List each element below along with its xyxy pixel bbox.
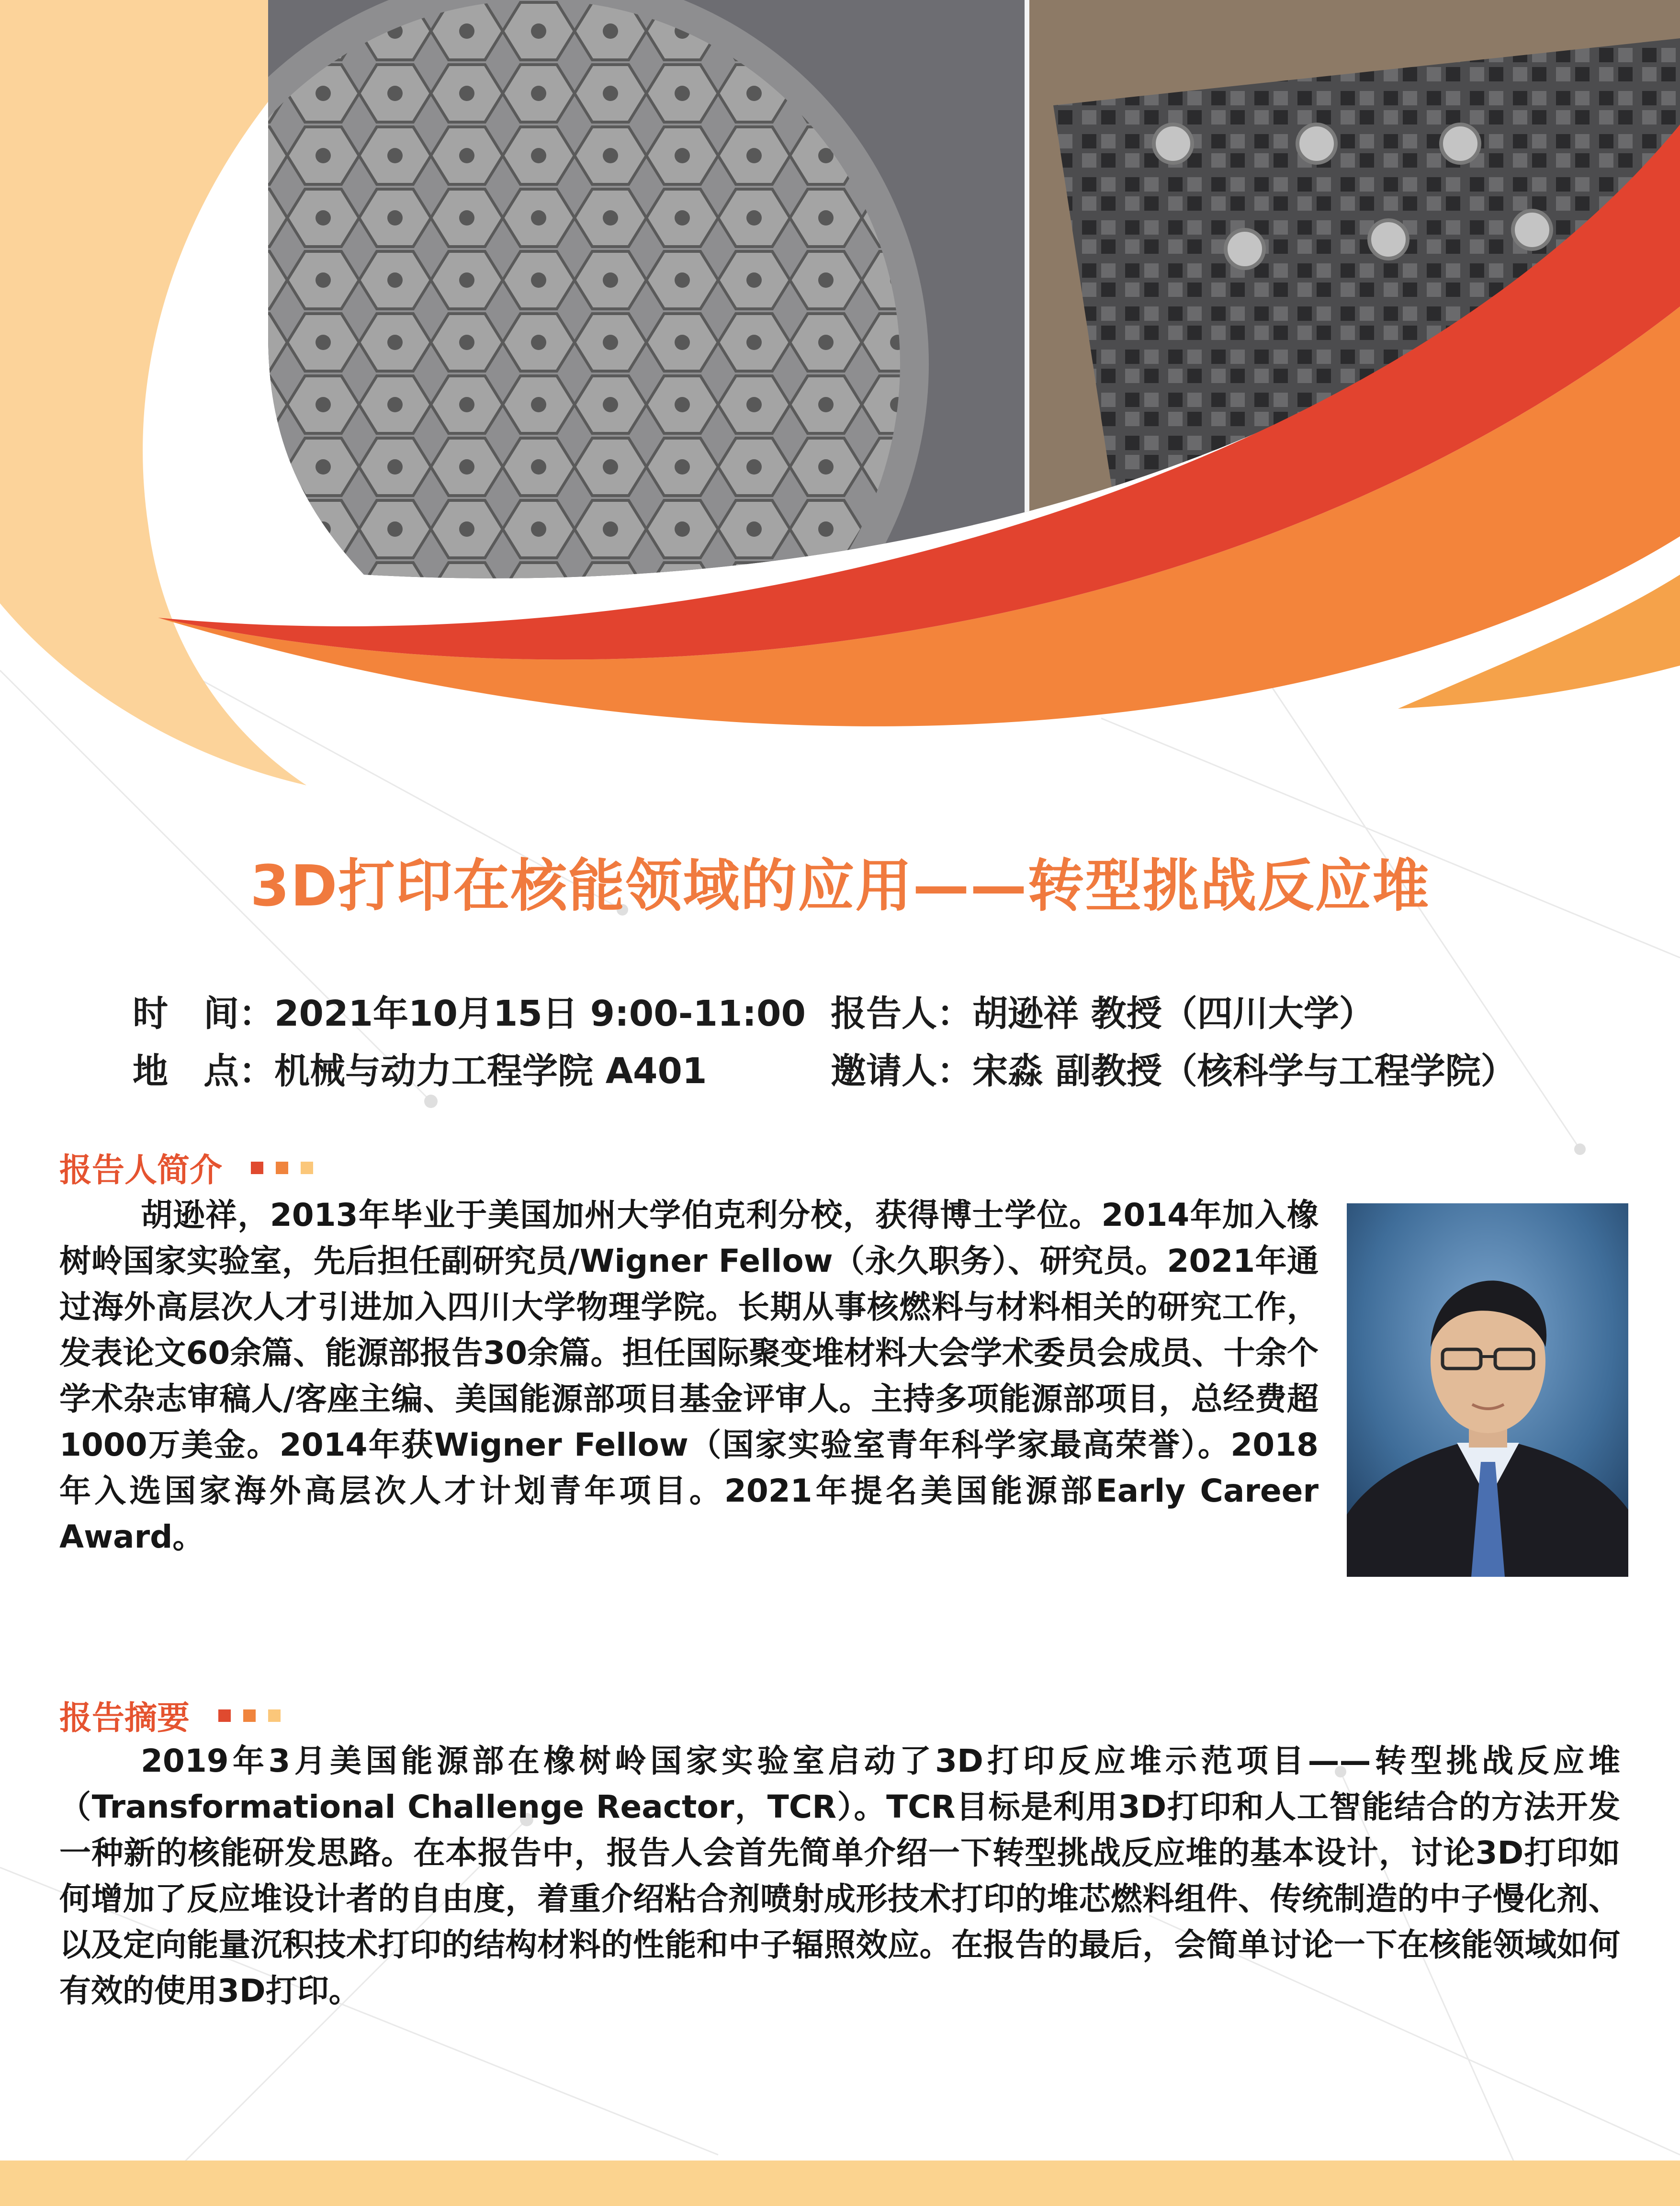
- speaker-row: [831, 990, 1375, 1038]
- place-label: 地 点：: [133, 1051, 274, 1092]
- square-icon: [301, 1162, 313, 1174]
- square-icon: [276, 1162, 288, 1174]
- place-value: 机械与动力工程学院 A401: [274, 1051, 707, 1092]
- inviter-row: [831, 1047, 1516, 1095]
- heading-squares: [251, 1162, 313, 1174]
- heading-squares: [218, 1709, 281, 1722]
- time-label: 时 间：: [133, 993, 274, 1034]
- abstract-paragraph: 2019年3月美国能源部在橡树岭国家实验室启动了3D打印反应堆示范项目——转型挑战反应堆（Transformational Challenge Reactor，TCR）。TCR目标是利用3D打印和人工智能结合的方法开发一种新的核能研发思路。在本报告中，报告人会首先简单介绍一下转型挑战反应堆的基本设计，讨论3D打印如何增加了反应堆设计者的自由度，着重介绍粘合剂喷射成形技术打印的堆芯燃料组件、传统制造的中子慢化剂、以及定向能量沉积技术打印的结构材料的性能和中子辐照效应。在报告的最后，会简单讨论一下在核能领域如何有效的使用3D打印。: [59, 1742, 1620, 2009]
- inviter-label: 邀请人：: [831, 1051, 972, 1092]
- bio-heading-text: 报告人简介: [59, 1152, 223, 1189]
- square-icon: [251, 1162, 263, 1174]
- place-row: [133, 1047, 707, 1095]
- time-value: 2021年10月15日 9:00-11:00: [274, 993, 806, 1034]
- page-title: 3D打印在核能领域的应用——转型挑战反应堆: [250, 853, 1430, 919]
- speaker-value: 胡逊祥 教授（四川大学）: [972, 993, 1375, 1034]
- abstract-heading-text: 报告摘要: [59, 1699, 190, 1737]
- inviter-value: 宋淼 副教授（核科学与工程学院）: [972, 1051, 1516, 1092]
- bio-heading: [59, 1144, 313, 1191]
- speaker-portrait: [1347, 1203, 1628, 1577]
- square-icon: [218, 1709, 231, 1722]
- abstract-heading: [59, 1692, 281, 1739]
- square-icon: [268, 1709, 281, 1722]
- footer-bar: [0, 2161, 1680, 2206]
- bio-paragraph: 胡逊祥，2013年毕业于美国加州大学伯克利分校，获得博士学位。2014年加入橡树岭国家实验室，先后担任副研究员/Wigner Fellow（永久职务）、研究员。2021年通过海外高层次人才引进加入四川大学物理学院。长期从事核燃料与材料相关的研究工作，发表论文60余篇、能源部报告30余篇。担任国际聚变堆材料大会学术委员会成员、十余个学术杂志审稿人/客座主编、美国能源部项目基金评审人。主持多项能源部项目，总经费超1000万美金。2014年获Wigner Fellow（国家实验室青年科学家最高荣誉）。2018年入选国家海外高层次人才计划青年项目。2021年提名美国能源部Early Career Award。: [59, 1197, 1319, 1555]
- time-row: [133, 990, 806, 1038]
- square-icon: [243, 1709, 256, 1722]
- speaker-label: 报告人：: [831, 993, 972, 1034]
